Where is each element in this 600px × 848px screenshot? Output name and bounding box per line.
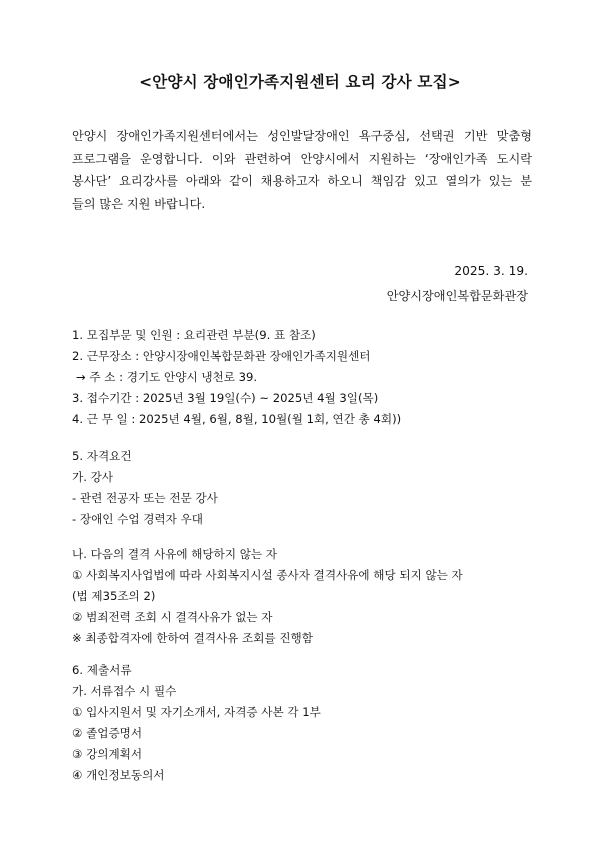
intro-line: 들의 많은 지원 바랍니다. [72,196,206,211]
disqualification-item: ※ 최종합격자에 한하여 결격사유 조회를 진행함 [72,631,313,645]
documents-item: ② 졸업증명서 [72,726,143,740]
overview-item: → 주 소 : 경기도 안양시 냉천로 39. [76,370,258,384]
disqualification-section [72,544,542,649]
qualification-item: 가. 강사 [72,470,113,484]
qualification-section [72,446,542,530]
overview-item: 1. 모집부문 및 인원 : 요리관련 부분(9. 표 참조) [72,328,316,342]
qualification-item: 5. 자격요건 [72,449,132,463]
issuing-organization: 안양시장애인복합문화관장 [386,289,528,303]
intro-line: 안양시 장애인가족지원센터에서는 성인발달장애인 욕구중심, 선택권 기반 맞춤형 [72,129,532,143]
overview-item: 2. 근무장소 : 안양시장애인복합문화관 장애인가족지원센터 [72,349,371,363]
disqualification-item: ② 범죄전력 조회 시 결격사유가 없는 자 [72,610,273,624]
overview-item: 3. 접수기간 : 2025년 3월 19일(수) ~ 2025년 4월 3일(목) [72,391,379,405]
documents-item: ① 입사지원서 및 자기소개서, 자격증 사본 각 1부 [72,705,321,719]
intro-line: 프로그램을 운영합니다. 이와 관련하여 안양시에서 지원하는 ‘장애인가족 도시락 [72,151,532,166]
documents-item: ③ 강의계획서 [72,747,143,761]
qualification-item: - 관련 전공자 또는 전문 강사 [72,491,218,505]
documents-item: 가. 서류접수 시 필수 [72,684,177,698]
document-title: <안양시 장애인가족지원센터 요리 강사 모집> [139,73,461,91]
qualification-item: - 장애인 수업 경력자 우대 [72,512,203,526]
documents-item: 6. 제출서류 [72,663,132,677]
intro-paragraph [72,125,532,215]
documents-section [72,660,542,786]
overview-item: 4. 근 무 일 : 2025년 4월, 6월, 8월, 10월(월 1회, 연간 총 4회)) [72,412,402,426]
disqualification-item: (법 제35조의 2) [72,589,156,603]
announcement-date: 2025. 3. 19. [454,264,528,278]
documents-item: ④ 개인정보동의서 [72,768,165,782]
disqualification-item: ① 사회복지사업법에 따라 사회복지시설 종사자 결격사유에 해당 되지 않는 자 [72,568,463,582]
recruitment-overview [72,325,542,430]
disqualification-item: 나. 다음의 결격 사유에 해당하지 않는 자 [72,547,277,561]
intro-line: 봉사단’ 요리강사를 아래와 같이 채용하고자 하오니 책임감 있고 열의가 있는 분 [72,174,532,188]
